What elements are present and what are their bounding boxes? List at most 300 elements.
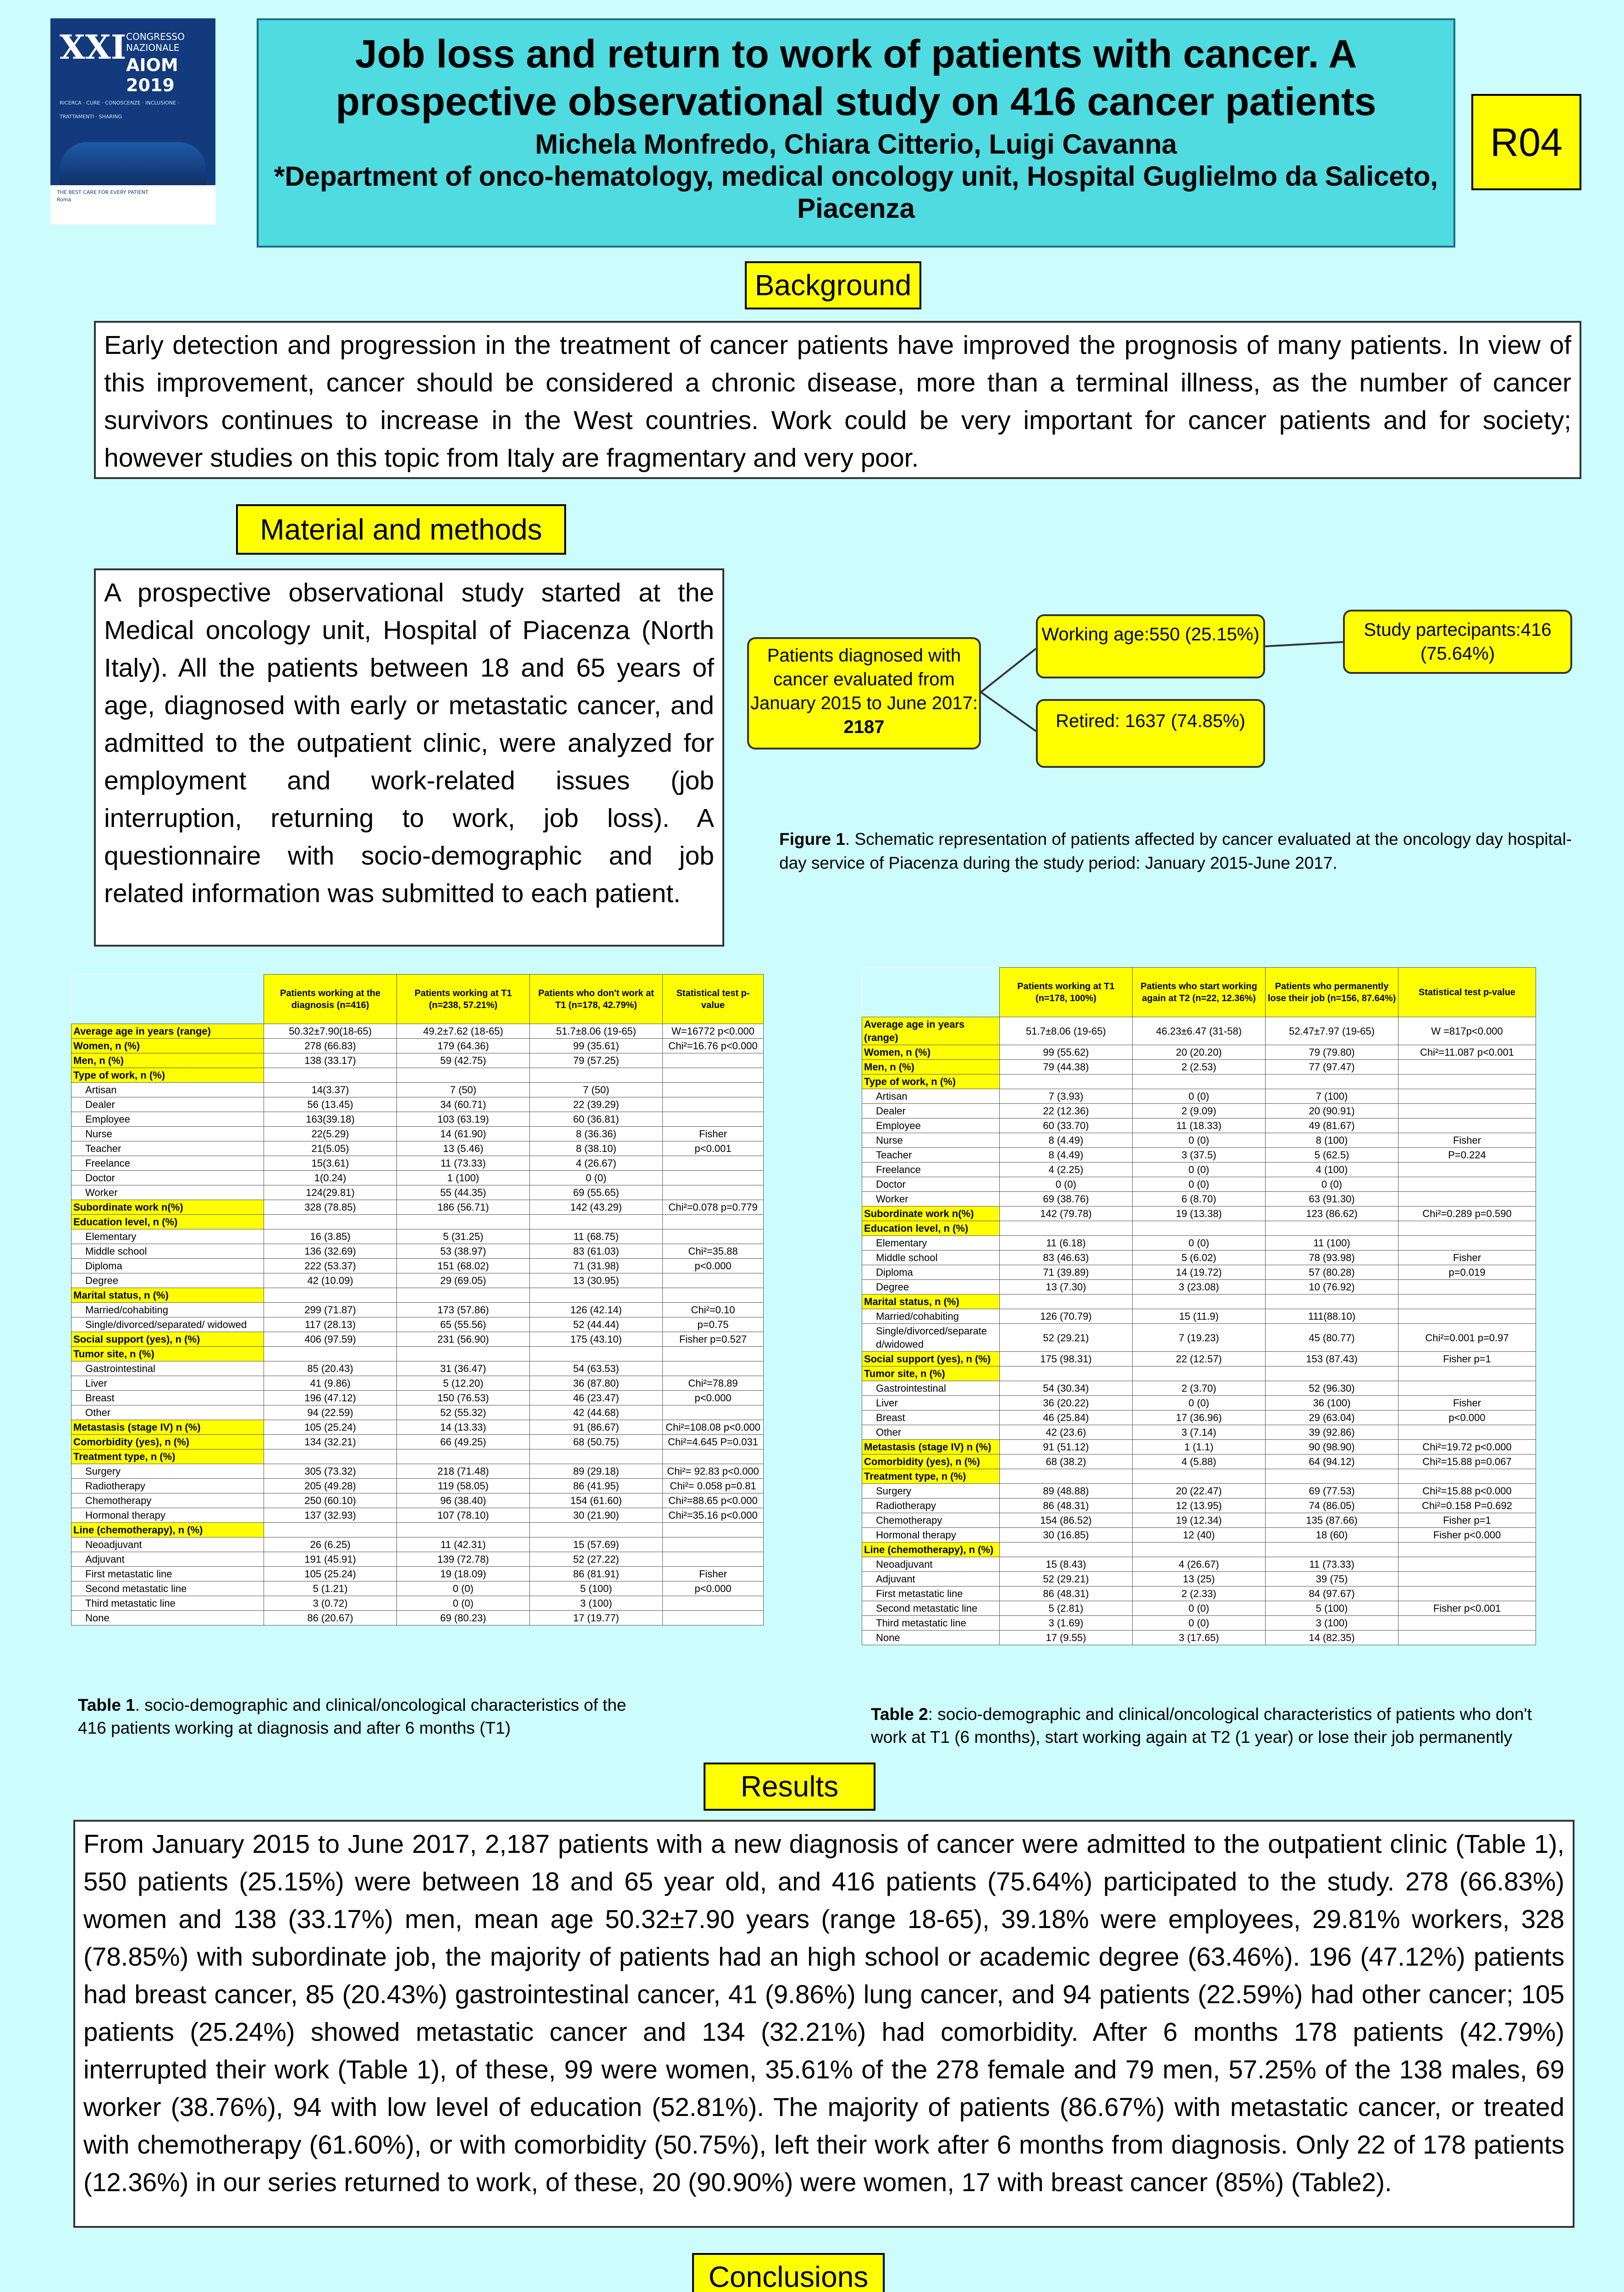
table-row [72, 1508, 764, 1523]
row-label-cell: Elementary [72, 1229, 264, 1244]
table-row [72, 1024, 764, 1039]
background-text: Early detection and progression in the treatment of cancer patients have improved the prognosis of many patients. In view of this improvement, cancer should be considered a chronic disease, more than a terminal illness, as the number of cancer survivors continues to increase in the West countries. Work could be very important for cancer patients and for society; however studies on this topic from Italy are fragmentary and very poor. [94, 321, 1581, 479]
table-cell: 0 (0) [1133, 1089, 1266, 1104]
table-cell: Chi²=4.645 P=0.031 [663, 1435, 764, 1449]
row-label-cell: Dealer [862, 1104, 1000, 1118]
table-cell [1266, 1543, 1398, 1557]
table-cell: 173 (57.86) [397, 1303, 530, 1317]
table-row [862, 1060, 1536, 1074]
table-cell: 94 (22.59) [264, 1405, 397, 1420]
table-cell [397, 1523, 530, 1537]
table-cell: 79 (44.38) [1000, 1060, 1133, 1074]
table-cell: 90 (98.90) [1266, 1440, 1398, 1455]
table-cell: Fisher [1398, 1396, 1536, 1410]
table-cell: 119 (58.05) [397, 1479, 530, 1493]
table-cell: 2 (3.70) [1133, 1381, 1266, 1396]
table-cell [663, 1185, 764, 1200]
table-cell: 96 (38.40) [397, 1493, 530, 1508]
table-cell [663, 1537, 764, 1552]
table-cell: 22(5.29) [264, 1127, 397, 1141]
row-label-cell: Middle school [862, 1251, 1000, 1265]
table-row [862, 1366, 1536, 1381]
table-cell: 29 (63.04) [1266, 1410, 1398, 1425]
row-label-cell: Chemotherapy [862, 1513, 1000, 1528]
table-cell: 56 (13.45) [264, 1097, 397, 1112]
table-cell: Fisher [663, 1127, 764, 1141]
table-cell [1398, 1572, 1536, 1587]
table-cell [530, 1347, 663, 1361]
table-cell [1398, 1587, 1536, 1601]
table-cell [1398, 1309, 1536, 1324]
table-cell [1000, 1295, 1133, 1309]
table-row [72, 1405, 764, 1420]
table-cell: 49.2±7.62 (18-65) [397, 1024, 530, 1039]
table-cell: 179 (64.36) [397, 1039, 530, 1053]
table-cell: 2 (9.09) [1133, 1104, 1266, 1118]
table-cell: 85 (20.43) [264, 1361, 397, 1376]
row-label-cell: None [862, 1631, 1000, 1645]
table-cell: 46.23±6.47 (31-58) [1133, 1017, 1266, 1045]
affiliation: *Department of onco-hematology, medical oncology unit, Hospital Guglielmo da Saliceto, Piacenza [274, 161, 1438, 224]
row-label-cell: Metastasis (stage IV) n (%) [862, 1440, 1000, 1455]
table-cell: 139 (72.78) [397, 1552, 530, 1567]
authors: Michela Monfredo, Chiara Citterio, Luigi Cavanna [535, 129, 1177, 160]
table-cell: Chi²=0.158 P=0.692 [1398, 1499, 1536, 1513]
table-cell: Fisher p=1 [1398, 1352, 1536, 1366]
table-row [72, 1596, 764, 1611]
table-cell: 84 (97.67) [1266, 1587, 1398, 1601]
table-cell: 99 (35.61) [530, 1039, 663, 1053]
table-cell [530, 1068, 663, 1083]
table-row [72, 1523, 764, 1537]
table-cell [663, 1288, 764, 1303]
table-cell: 151 (68.02) [397, 1259, 530, 1273]
row-label-cell: Middle school [72, 1244, 264, 1259]
table-cell [663, 1273, 764, 1288]
table-row [72, 1200, 764, 1215]
table-cell [1266, 1366, 1398, 1381]
table-cell: 0 (0) [397, 1596, 530, 1611]
table-cell: 175 (98.31) [1000, 1352, 1133, 1366]
row-label-cell: Subordinate work n(%) [862, 1207, 1000, 1221]
table-cell: p<0.000 [663, 1391, 764, 1405]
table-cell: 154 (86.52) [1000, 1513, 1133, 1528]
table-cell [1000, 1221, 1133, 1236]
table-cell: 78 (93.98) [1266, 1251, 1398, 1265]
table-cell [1133, 1221, 1266, 1236]
table-cell: 3 (100) [1266, 1616, 1398, 1631]
table-cell: 65 (55.56) [397, 1317, 530, 1332]
table-2-container [862, 967, 1536, 1645]
table-cell: 15 (11.9) [1133, 1309, 1266, 1324]
table-row [862, 1017, 1536, 1045]
table-row [72, 1288, 764, 1303]
row-label-cell: Comorbidity (yes), n (%) [862, 1455, 1000, 1469]
table-cell: 20 (20.20) [1133, 1045, 1266, 1060]
table-cell [663, 1083, 764, 1097]
table-cell: 135 (87.66) [1266, 1513, 1398, 1528]
table-cell [1398, 1366, 1536, 1381]
table-cell: 66 (49.25) [397, 1435, 530, 1449]
table-row [72, 1567, 764, 1581]
table-cell: 124(29.81) [264, 1185, 397, 1200]
table-row [72, 1479, 764, 1493]
table-cell [663, 1361, 764, 1376]
table-cell: 54 (30.34) [1000, 1381, 1133, 1396]
row-label-cell: Men, n (%) [72, 1053, 264, 1068]
table-cell: 11 (18.33) [1133, 1118, 1266, 1133]
row-label-cell: Gastrointestinal [862, 1381, 1000, 1396]
table-cell: 68 (38.2) [1000, 1455, 1133, 1469]
table-cell: 15(3.61) [264, 1156, 397, 1171]
table-cell [1398, 1104, 1536, 1118]
table-cell: Chi²=78.89 [663, 1376, 764, 1391]
flow-diagnosed-text: Patients diagnosed with cancer evaluated from January 2015 to June 2017: [750, 645, 978, 713]
methods-heading: Material and methods [236, 504, 566, 555]
table-cell: Chi²= 92.83 p<0.000 [663, 1464, 764, 1479]
table-cell: 218 (71.48) [397, 1464, 530, 1479]
table-cell: 222 (53.37) [264, 1259, 397, 1273]
table-cell: 69 (80.23) [397, 1611, 530, 1625]
table-cell: Fisher p=0.527 [663, 1332, 764, 1347]
table-cell [1398, 1163, 1536, 1177]
table-cell: 17 (36.96) [1133, 1410, 1266, 1425]
row-label-cell: Social support (yes), n (%) [72, 1332, 264, 1347]
table-row [862, 1251, 1536, 1265]
row-label-cell: Line (chemotherapy), n (%) [862, 1543, 1000, 1557]
table-cell: 7 (100) [1266, 1089, 1398, 1104]
row-label-cell: First metastatic line [862, 1587, 1000, 1601]
table-cell: 1 (1.1) [1133, 1440, 1266, 1455]
table-cell: Chi²= 0.058 p=0.81 [663, 1479, 764, 1493]
table-cell: 19 (13.38) [1133, 1207, 1266, 1221]
table-cell: Fisher p<0.001 [1398, 1601, 1536, 1616]
table-cell [264, 1523, 397, 1537]
table-row [862, 1133, 1536, 1148]
table-cell [663, 1229, 764, 1244]
table-row [862, 1045, 1536, 1060]
table-cell: 59 (42.75) [397, 1053, 530, 1068]
flow-connectors [976, 637, 1040, 747]
table-cell: 53 (38.97) [397, 1244, 530, 1259]
table-row [862, 1484, 1536, 1499]
table-header-cell: Patients working at T1 (n=238, 57.21%) [397, 975, 530, 1024]
table-row [72, 1552, 764, 1567]
table-row [72, 1347, 764, 1361]
row-label-cell: Average age in years (range) [862, 1017, 1000, 1045]
logo-footer [50, 185, 215, 225]
poster-title: Job loss and return to work of patients with cancer. A prospective observational study on 416 cancer patients [336, 32, 1376, 124]
table-cell: 278 (66.83) [264, 1039, 397, 1053]
table-cell: 105 (25.24) [264, 1567, 397, 1581]
table-cell [663, 1097, 764, 1112]
table-row [862, 1163, 1536, 1177]
table-cell [1398, 1236, 1536, 1251]
table-cell [1266, 1469, 1398, 1484]
table-cell [663, 1347, 764, 1361]
table-row [862, 1440, 1536, 1455]
table-header-cell: Patients working at T1 (n=178, 100%) [1000, 968, 1133, 1017]
table-cell: p<0.000 [663, 1581, 764, 1596]
table-header-cell [862, 968, 1000, 1017]
table-row [72, 1185, 764, 1200]
table-cell: 45 (80.77) [1266, 1324, 1398, 1352]
table-row [72, 1391, 764, 1405]
table-cell [1000, 1469, 1133, 1484]
table-cell: 123 (86.62) [1266, 1207, 1398, 1221]
table-cell: 14 (13.33) [397, 1420, 530, 1435]
table-row [862, 1631, 1536, 1645]
table-row [72, 1611, 764, 1625]
flow-box-retired: Retired: 1637 (74.85%) [1036, 699, 1265, 768]
table-row [72, 1449, 764, 1464]
table-cell: 0 (0) [1133, 1601, 1266, 1616]
table-cell: 3 (7.14) [1133, 1425, 1266, 1440]
table-row [72, 1493, 764, 1508]
logo-tagline: THE BEST CARE FOR EVERY PATIENT [57, 189, 149, 195]
table-cell: 42 (23.6) [1000, 1425, 1133, 1440]
table-cell: 89 (29.18) [530, 1464, 663, 1479]
table-cell [1398, 1295, 1536, 1309]
table-row [72, 1097, 764, 1112]
table-cell: 22 (12.57) [1133, 1352, 1266, 1366]
table-cell: 12 (13.95) [1133, 1499, 1266, 1513]
table-cell: 3 (0.72) [264, 1596, 397, 1611]
table-cell: 46 (23.47) [530, 1391, 663, 1405]
row-label-cell: Other [862, 1425, 1000, 1440]
table-cell: 42 (10.09) [264, 1273, 397, 1288]
table-row [862, 1513, 1536, 1528]
table-cell: 5 (62.5) [1266, 1148, 1398, 1163]
row-label-cell: Degree [862, 1280, 1000, 1295]
table-cell: 196 (47.12) [264, 1391, 397, 1405]
table-cell: 20 (90.91) [1266, 1104, 1398, 1118]
row-label-cell: Adjuvant [72, 1552, 264, 1567]
title-box [257, 18, 1455, 248]
table-cell: 154 (61.60) [530, 1493, 663, 1508]
table-cell: 153 (87.43) [1266, 1352, 1398, 1366]
table-1-caption-label: Table 1 [78, 1696, 135, 1714]
table-cell [663, 1053, 764, 1068]
table-cell: 18 (60) [1266, 1528, 1398, 1543]
table-cell: 8 (100) [1266, 1133, 1398, 1148]
table-cell: W =817p<0.000 [1398, 1017, 1536, 1045]
table-cell: 51.7±8.06 (19-65) [530, 1024, 663, 1039]
table-cell: 136 (32.69) [264, 1244, 397, 1259]
table-cell: 16 (3.85) [264, 1229, 397, 1244]
row-label-cell: Tumor site, n (%) [72, 1347, 264, 1361]
table-cell: 4 (26.67) [530, 1156, 663, 1171]
table-row [862, 1528, 1536, 1543]
table-cell: 52 (55.32) [397, 1405, 530, 1420]
row-label-cell: Education level, n (%) [72, 1215, 264, 1229]
table-row [862, 1469, 1536, 1484]
row-label-cell: Treatment type, n (%) [72, 1449, 264, 1464]
table-row [862, 1352, 1536, 1366]
table-cell: 26 (6.25) [264, 1537, 397, 1552]
table-cell: 17 (19.77) [530, 1611, 663, 1625]
table-cell: 89 (48.88) [1000, 1484, 1133, 1499]
table-cell: 1(0.24) [264, 1171, 397, 1185]
table-cell [264, 1068, 397, 1083]
table-1-container [71, 974, 763, 1625]
table-cell: W=16772 p<0.000 [663, 1024, 764, 1039]
table-row [72, 1141, 764, 1156]
row-label-cell: Employee [72, 1112, 264, 1127]
row-label-cell: Social support (yes), n (%) [862, 1352, 1000, 1366]
table-cell: 7 (19.23) [1133, 1324, 1266, 1352]
row-label-cell: Surgery [72, 1464, 264, 1479]
table-row [72, 1039, 764, 1053]
flow-box-working-age: Working age:550 (25.15%) [1036, 614, 1265, 678]
table-row [72, 1420, 764, 1435]
table-cell: Fisher [663, 1567, 764, 1581]
table-cell: 52 (29.21) [1000, 1324, 1133, 1352]
table-row [72, 1112, 764, 1127]
table-cell: 14 (82.35) [1266, 1631, 1398, 1645]
row-label-cell: Average age in years (range) [72, 1024, 264, 1039]
table-row [72, 1068, 764, 1083]
row-label-cell: Breast [72, 1391, 264, 1405]
table-cell: 1 (100) [397, 1171, 530, 1185]
table-cell [264, 1215, 397, 1229]
flow-box-diagnosed [747, 637, 981, 749]
methods-text: A prospective observational study started at the Medical oncology unit, Hospital of Piacenza (North Italy). All the patients between 18 and 65 years of age, diagnosed with early or metastatic cancer, and admitted to the outpatient clinic, were analyzed for employment and work-related issues (job interruption, returning to work, job loss). A questionnaire with socio-demographic and job related information was submitted to each patient. [94, 568, 724, 947]
table-cell: 5 (31.25) [397, 1229, 530, 1244]
table-cell: 11 (73.33) [1266, 1557, 1398, 1572]
row-label-cell: Subordinate work n(%) [72, 1200, 264, 1215]
table-cell: Chi²=35.88 [663, 1244, 764, 1259]
table-cell: Fisher p=1 [1398, 1513, 1536, 1528]
table-cell: 0 (0) [1133, 1396, 1266, 1410]
row-label-cell: Chemotherapy [72, 1493, 264, 1508]
row-label-cell: Doctor [72, 1171, 264, 1185]
table-cell: 69 (55.65) [530, 1185, 663, 1200]
table-header-cell: Patients who don't work at T1 (n=178, 42.79%) [530, 975, 663, 1024]
table-cell: 3 (100) [530, 1596, 663, 1611]
table-row [862, 1118, 1536, 1133]
row-label-cell: Nurse [72, 1127, 264, 1141]
table-cell [397, 1068, 530, 1083]
table-cell: 134 (32.21) [264, 1435, 397, 1449]
table-cell: 0 (0) [1000, 1177, 1133, 1192]
results-heading: Results [704, 1763, 875, 1811]
table-row [72, 1273, 764, 1288]
table-row [72, 1215, 764, 1229]
table-cell: p<0.001 [663, 1141, 764, 1156]
flow-connector-study [1263, 628, 1350, 656]
table-row [72, 1244, 764, 1259]
table-row [72, 1332, 764, 1347]
table-cell [1398, 1557, 1536, 1572]
table-cell [1000, 1366, 1133, 1381]
table-cell: 83 (46.63) [1000, 1251, 1133, 1265]
table-cell: 42 (44.68) [530, 1405, 663, 1420]
table-cell: 3 (1.69) [1000, 1616, 1133, 1631]
row-label-cell: Second metastatic line [862, 1601, 1000, 1616]
table-cell [1398, 1074, 1536, 1089]
table-cell: Fisher [1398, 1251, 1536, 1265]
table-cell: 22 (12.36) [1000, 1104, 1133, 1118]
row-label-cell: Education level, n (%) [862, 1221, 1000, 1236]
table-row [862, 1455, 1536, 1469]
row-label-cell: First metastatic line [72, 1567, 264, 1581]
table-cell: 31 (36.47) [397, 1361, 530, 1376]
table-cell [663, 1596, 764, 1611]
table-row [72, 1376, 764, 1391]
table-row [862, 1148, 1536, 1163]
table-cell: 34 (60.71) [397, 1097, 530, 1112]
row-label-cell: Men, n (%) [862, 1060, 1000, 1074]
table-cell: 13 (30.95) [530, 1273, 663, 1288]
row-label-cell: Hormonal therapy [862, 1528, 1000, 1543]
table-cell: P=0.224 [1398, 1148, 1536, 1163]
table-cell: 103 (63.19) [397, 1112, 530, 1127]
row-label-cell: Married/cohabiting [72, 1303, 264, 1317]
table-cell: 5 (1.21) [264, 1581, 397, 1596]
table-cell [397, 1288, 530, 1303]
logo-org-year: AIOM 2019 [126, 55, 178, 95]
table-cell: Chi²=0.001 p=0.97 [1398, 1324, 1536, 1352]
table-cell: 79 (79.80) [1266, 1045, 1398, 1060]
table-cell: 52.47±7.97 (19-65) [1266, 1017, 1398, 1045]
row-label-cell: Neoadjuvant [862, 1557, 1000, 1572]
table-cell: 46 (25.84) [1000, 1410, 1133, 1425]
table-cell [663, 1523, 764, 1537]
table-header-cell [72, 975, 264, 1024]
table-cell: 86 (20.67) [264, 1611, 397, 1625]
row-label-cell: Employee [862, 1118, 1000, 1133]
table-cell: 86 (48.31) [1000, 1587, 1133, 1601]
conclusions-heading: Conclusions [692, 2253, 885, 2292]
row-label-cell: Second metastatic line [72, 1581, 264, 1596]
table-cell: Chi²=0.078 p=0.779 [663, 1200, 764, 1215]
table-cell [530, 1449, 663, 1464]
table-cell: 5 (6.02) [1133, 1251, 1266, 1265]
row-label-cell: Type of work, n (%) [72, 1068, 264, 1083]
table-row [862, 1572, 1536, 1587]
row-label-cell: Freelance [862, 1163, 1000, 1177]
figure-caption-text: . Schematic representation of patients affected by cancer evaluated at the oncology day hospital-day service of Piacenza during the study period: January 2015-June 2017. [779, 830, 1572, 872]
row-label-cell: Diploma [862, 1265, 1000, 1280]
table-cell: 68 (50.75) [530, 1435, 663, 1449]
table-2-caption [871, 1703, 1549, 1749]
table-cell: 0 (0) [1133, 1236, 1266, 1251]
table-cell: p=0.75 [663, 1317, 764, 1332]
table-cell: 299 (71.87) [264, 1303, 397, 1317]
row-label-cell: Doctor [862, 1177, 1000, 1192]
table-cell: 138 (33.17) [264, 1053, 397, 1068]
table-cell [663, 1611, 764, 1625]
table-cell: 5 (100) [1266, 1601, 1398, 1616]
table-cell: 2 (2.33) [1133, 1587, 1266, 1601]
table-cell: 12 (40) [1133, 1528, 1266, 1543]
table-cell: 111(88.10) [1266, 1309, 1398, 1324]
table-cell [663, 1552, 764, 1567]
table-row [862, 1280, 1536, 1295]
table-cell: 4 (5.88) [1133, 1455, 1266, 1469]
table-cell: 63 (91.30) [1266, 1192, 1398, 1207]
table-cell: 0 (0) [1266, 1177, 1398, 1192]
logo-city: Roma [57, 197, 72, 203]
table-cell [1398, 1543, 1536, 1557]
table-2-caption-text: : socio-demographic and clinical/oncological characteristics of patients who don't work at T1 (6 months), start working again at T2 (1 year) or lose their job permanently [871, 1705, 1532, 1747]
row-label-cell: Artisan [72, 1083, 264, 1097]
flow-box-study-participants: Study partecipants:416 (75.64%) [1343, 610, 1572, 674]
table-cell [530, 1288, 663, 1303]
row-label-cell: Line (chemotherapy), n (%) [72, 1523, 264, 1537]
table-cell [530, 1523, 663, 1537]
